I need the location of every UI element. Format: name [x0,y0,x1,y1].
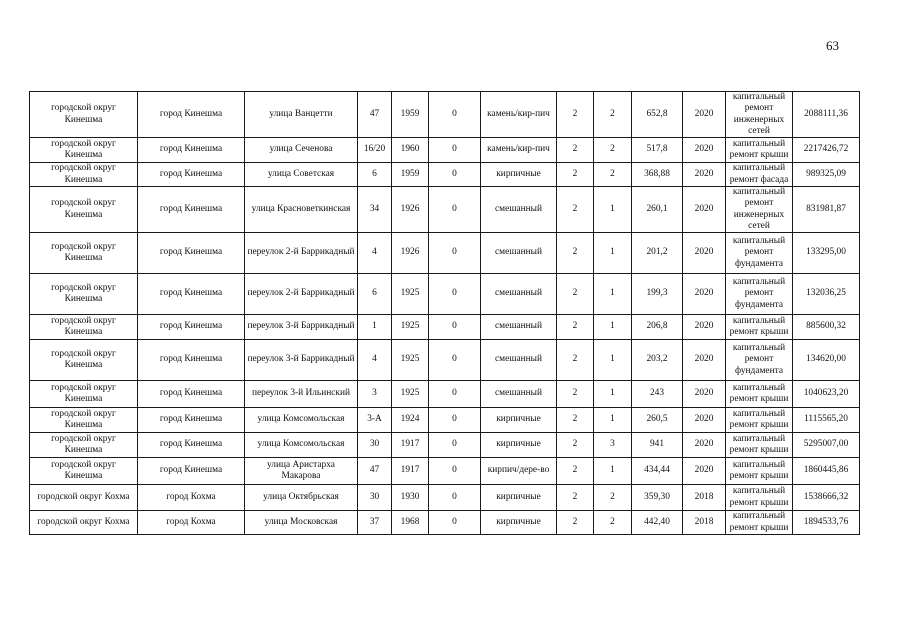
cell-city: город Кинешма [138,340,245,381]
cell-district: городской округ Кинешма [30,458,138,485]
cell-material: кирпичные [481,408,557,433]
table-row [30,408,860,433]
cell-district: городской округ Кинешма [30,274,138,315]
cell-house: 3 [358,381,392,408]
cell-area: 517,8 [632,138,683,163]
cell-entrances: 1 [594,408,632,433]
cell-zero: 0 [429,511,481,535]
cell-cost: 132036,25 [793,274,860,315]
cell-year: 1924 [392,408,429,433]
table-row [30,138,860,163]
cell-material: камень/кир-пич [481,138,557,163]
cell-cost: 5295007,00 [793,433,860,458]
cell-material: смешанный [481,187,557,233]
cell-house: 6 [358,274,392,315]
cell-district: городской округ Кинешма [30,433,138,458]
cell-street: улица Ванцетти [245,92,358,138]
cell-cost: 1894533,76 [793,511,860,535]
cell-district: городской округ Кинешма [30,381,138,408]
cell-material: смешанный [481,381,557,408]
cell-material: кирпич/дере-во [481,458,557,485]
cell-plan-year: 2020 [683,163,726,187]
cell-year: 1930 [392,485,429,511]
cell-district: городской округ Кохма [30,511,138,535]
cell-cost: 2217426,72 [793,138,860,163]
cell-house: 37 [358,511,392,535]
cell-zero: 0 [429,381,481,408]
cell-year: 1959 [392,92,429,138]
cell-plan-year: 2020 [683,274,726,315]
cell-cost: 133295,00 [793,233,860,274]
cell-plan-year: 2020 [683,187,726,233]
cell-plan-year: 2020 [683,433,726,458]
cell-street: улица Комсомольская [245,433,358,458]
cell-cost: 1040623,20 [793,381,860,408]
cell-material: кирпичные [481,511,557,535]
cell-zero: 0 [429,458,481,485]
cell-area: 260,5 [632,408,683,433]
cell-street: переулок 3-й Баррикадный [245,340,358,381]
cell-street: переулок 2-й Баррикадный [245,233,358,274]
cell-floors: 2 [557,485,594,511]
cell-year: 1925 [392,274,429,315]
cell-district: городской округ Кинешма [30,92,138,138]
cell-year: 1959 [392,163,429,187]
cell-year: 1968 [392,511,429,535]
cell-plan-year: 2020 [683,138,726,163]
cell-zero: 0 [429,163,481,187]
cell-house: 30 [358,433,392,458]
cell-city: город Кинешма [138,138,245,163]
cell-entrances: 1 [594,187,632,233]
cell-area: 442,40 [632,511,683,535]
table-row [30,340,860,381]
cell-plan-year: 2020 [683,458,726,485]
cell-cost: 1538666,32 [793,485,860,511]
cell-cost: 831981,87 [793,187,860,233]
cell-entrances: 1 [594,340,632,381]
table-row [30,274,860,315]
cell-year: 1960 [392,138,429,163]
cell-work: капитальный ремонт инженерных сетей [726,92,793,138]
table-row [30,315,860,340]
cell-city: город Кинешма [138,381,245,408]
table-row [30,485,860,511]
cell-floors: 2 [557,381,594,408]
table-row [30,187,860,233]
cell-district: городской округ Кинешма [30,340,138,381]
cell-entrances: 2 [594,485,632,511]
cell-street: переулок 3-й Ильинский [245,381,358,408]
cell-house: 16/20 [358,138,392,163]
cell-street: улица Московская [245,511,358,535]
cell-material: кирпичные [481,485,557,511]
cell-floors: 2 [557,274,594,315]
cell-zero: 0 [429,315,481,340]
housing-repair-table [29,91,860,535]
cell-district: городской округ Кинешма [30,163,138,187]
cell-plan-year: 2020 [683,315,726,340]
cell-house: 3-А [358,408,392,433]
table-row [30,433,860,458]
cell-street: улица Октябрьская [245,485,358,511]
cell-house: 34 [358,187,392,233]
cell-zero: 0 [429,340,481,381]
cell-plan-year: 2020 [683,381,726,408]
cell-zero: 0 [429,485,481,511]
cell-street: улица Сеченова [245,138,358,163]
cell-work: капитальный ремонт фасада [726,163,793,187]
cell-zero: 0 [429,187,481,233]
table-row [30,381,860,408]
cell-work: капитальный ремонт инженерных сетей [726,187,793,233]
cell-street: переулок 2-й Баррикадный [245,274,358,315]
cell-year: 1917 [392,458,429,485]
cell-material: кирпичные [481,433,557,458]
table-row [30,92,860,138]
cell-zero: 0 [429,408,481,433]
cell-floors: 2 [557,92,594,138]
cell-area: 652,8 [632,92,683,138]
cell-year: 1925 [392,381,429,408]
cell-zero: 0 [429,433,481,458]
cell-entrances: 1 [594,315,632,340]
page-number: 63 [826,38,839,53]
cell-house: 30 [358,485,392,511]
table-row [30,233,860,274]
cell-area: 368,88 [632,163,683,187]
cell-entrances: 1 [594,233,632,274]
cell-entrances: 1 [594,274,632,315]
cell-entrances: 2 [594,163,632,187]
cell-house: 47 [358,458,392,485]
cell-cost: 2088111,36 [793,92,860,138]
cell-work: капитальный ремонт крыши [726,433,793,458]
cell-material: смешанный [481,233,557,274]
cell-area: 359,30 [632,485,683,511]
cell-area: 203,2 [632,340,683,381]
cell-area: 434,44 [632,458,683,485]
cell-work: капитальный ремонт фундамента [726,274,793,315]
cell-material: смешанный [481,315,557,340]
cell-cost: 134620,00 [793,340,860,381]
cell-city: город Кинешма [138,433,245,458]
cell-district: городской округ Кинешма [30,187,138,233]
cell-district: городской округ Кинешма [30,233,138,274]
cell-material: камень/кир-пич [481,92,557,138]
cell-floors: 2 [557,340,594,381]
cell-floors: 2 [557,458,594,485]
cell-city: город Кинешма [138,187,245,233]
cell-year: 1926 [392,233,429,274]
cell-city: город Кинешма [138,233,245,274]
cell-material: кирпичные [481,163,557,187]
cell-district: городской округ Кохма [30,485,138,511]
cell-floors: 2 [557,315,594,340]
cell-entrances: 1 [594,381,632,408]
cell-zero: 0 [429,92,481,138]
cell-work: капитальный ремонт крыши [726,381,793,408]
cell-work: капитальный ремонт фундамента [726,340,793,381]
cell-work: капитальный ремонт фундамента [726,233,793,274]
cell-city: город Кохма [138,511,245,535]
cell-plan-year: 2020 [683,233,726,274]
cell-work: капитальный ремонт крыши [726,458,793,485]
cell-street: улица Комсомольская [245,408,358,433]
cell-zero: 0 [429,274,481,315]
cell-year: 1925 [392,340,429,381]
cell-city: город Кохма [138,485,245,511]
cell-house: 4 [358,340,392,381]
cell-entrances: 3 [594,433,632,458]
cell-plan-year: 2020 [683,408,726,433]
cell-plan-year: 2018 [683,485,726,511]
cell-house: 4 [358,233,392,274]
cell-city: город Кинешма [138,92,245,138]
cell-floors: 2 [557,138,594,163]
table-row [30,163,860,187]
cell-entrances: 2 [594,92,632,138]
cell-house: 6 [358,163,392,187]
cell-area: 243 [632,381,683,408]
cell-cost: 989325,09 [793,163,860,187]
cell-floors: 2 [557,233,594,274]
cell-plan-year: 2020 [683,340,726,381]
cell-entrances: 2 [594,138,632,163]
cell-city: город Кинешма [138,408,245,433]
cell-year: 1925 [392,315,429,340]
cell-work: капитальный ремонт крыши [726,485,793,511]
cell-material: смешанный [481,274,557,315]
cell-area: 206,8 [632,315,683,340]
cell-zero: 0 [429,233,481,274]
cell-year: 1917 [392,433,429,458]
cell-material: смешанный [481,340,557,381]
cell-district: городской округ Кинешма [30,138,138,163]
cell-entrances: 1 [594,458,632,485]
table-row [30,511,860,535]
cell-street: улица Советская [245,163,358,187]
cell-zero: 0 [429,138,481,163]
cell-work: капитальный ремонт крыши [726,138,793,163]
cell-street: переулок 3-й Баррикадный [245,315,358,340]
cell-city: город Кинешма [138,163,245,187]
cell-plan-year: 2018 [683,511,726,535]
cell-street: улица Аристарха Макарова [245,458,358,485]
cell-floors: 2 [557,433,594,458]
cell-floors: 2 [557,187,594,233]
cell-city: город Кинешма [138,274,245,315]
cell-floors: 2 [557,511,594,535]
cell-area: 260,1 [632,187,683,233]
cell-cost: 1115565,20 [793,408,860,433]
cell-year: 1926 [392,187,429,233]
cell-cost: 885600,32 [793,315,860,340]
cell-area: 941 [632,433,683,458]
cell-work: капитальный ремонт крыши [726,511,793,535]
cell-house: 1 [358,315,392,340]
cell-city: город Кинешма [138,315,245,340]
cell-plan-year: 2020 [683,92,726,138]
cell-district: городской округ Кинешма [30,315,138,340]
cell-house: 47 [358,92,392,138]
cell-city: город Кинешма [138,458,245,485]
cell-street: улица Красноветкинская [245,187,358,233]
cell-area: 199,3 [632,274,683,315]
cell-district: городской округ Кинешма [30,408,138,433]
cell-floors: 2 [557,163,594,187]
cell-cost: 1860445,86 [793,458,860,485]
cell-work: капитальный ремонт крыши [726,408,793,433]
cell-work: капитальный ремонт крыши [726,315,793,340]
cell-area: 201,2 [632,233,683,274]
cell-entrances: 2 [594,511,632,535]
table-row [30,458,860,485]
cell-floors: 2 [557,408,594,433]
